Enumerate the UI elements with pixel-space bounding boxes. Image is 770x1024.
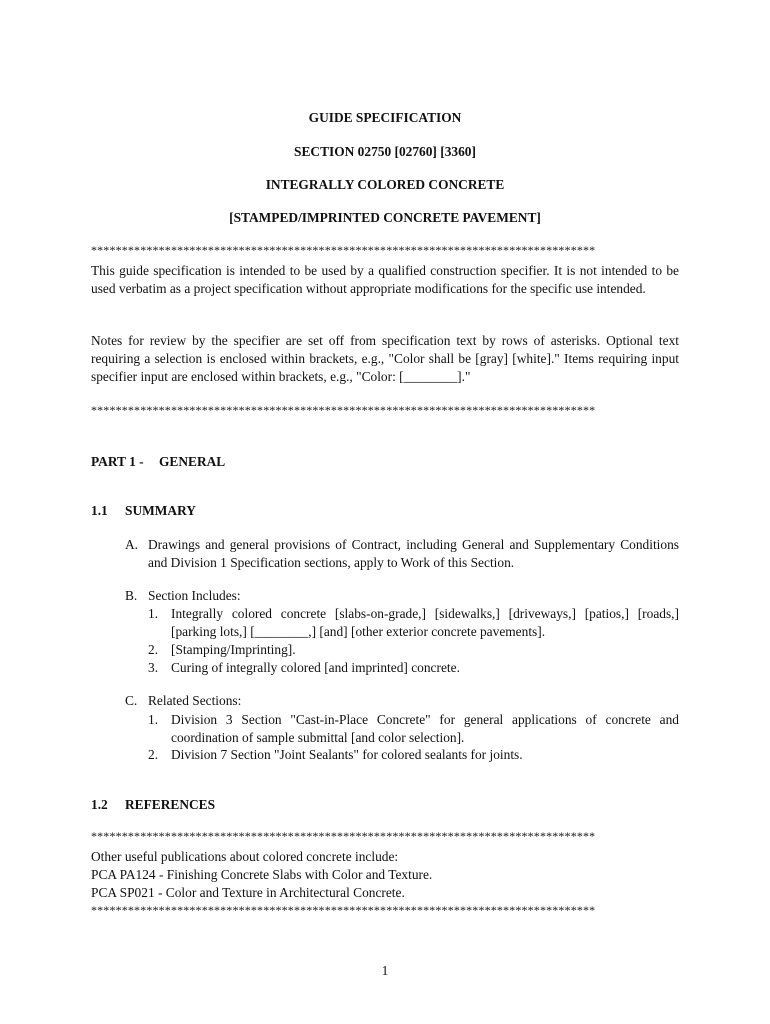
paragraph-text: Related Sections: <box>148 693 242 708</box>
subparagraph-text: [Stamping/Imprinting]. <box>171 642 296 657</box>
paragraph-label: A. <box>125 537 139 552</box>
section-number: SECTION 02750 [02760] [3360] <box>294 144 476 159</box>
reference-note-line: PCA PA124 - Finishing Concrete Slabs with Color and Texture. <box>91 867 433 882</box>
doc-title: GUIDE SPECIFICATION <box>308 110 462 125</box>
asterisk-divider: ********************************************************************************** <box>91 243 596 257</box>
notes-paragraph: Notes for review by the specifier are set off from specification text by rows of asterisks. Optional text requiring a selection is enclosed within brackets, e.g., "Color shall be [gray] [white]." Items requiring input specifier input are enclosed within brackets, e.g., "Color: [________]." <box>91 333 679 384</box>
subparagraph-number: 1. <box>148 606 159 621</box>
subparagraph-number: 3. <box>148 660 159 675</box>
subparagraph-text: Integrally colored concrete [slabs-on-grade,] [sidewalks,] [driveways,] [patios,] [roads,] [parking lots,] [________,] [and] [other exterior concrete pavements]. <box>171 606 679 639</box>
subparagraph-text: Division 3 Section "Cast-in-Place Concrete" for general applications of concrete and coordination of sample submittal [and color selection]. <box>171 712 679 745</box>
section-subtitle: [STAMPED/IMPRINTED CONCRETE PAVEMENT] <box>229 210 541 225</box>
intro-paragraph: This guide specification is intended to be used by a qualified construction specifier. It is not intended to be used verbatim as a project specification without appropriate modifications for the specific use intended. <box>91 263 679 296</box>
reference-note-line: PCA SP021 - Color and Texture in Architectural Concrete. <box>91 885 405 900</box>
reference-note-line: Other useful publications about colored concrete include: <box>91 849 399 864</box>
article-number: 1.2 <box>91 797 108 812</box>
asterisk-divider: ********************************************************************************** <box>91 403 596 417</box>
part-title: GENERAL <box>159 454 226 469</box>
asterisk-divider: ********************************************************************************** <box>91 903 596 917</box>
article-title: REFERENCES <box>125 797 216 812</box>
section-title: INTEGRALLY COLORED CONCRETE <box>265 177 505 192</box>
paragraph-label: B. <box>125 588 138 603</box>
page-number: 1 <box>381 963 389 978</box>
article-number: 1.1 <box>91 503 108 518</box>
paragraph-label: C. <box>125 693 138 708</box>
subparagraph-number: 2. <box>148 747 159 762</box>
paragraph-text: Section Includes: <box>148 588 241 603</box>
subparagraph-text: Division 7 Section "Joint Sealants" for colored sealants for joints. <box>171 747 523 762</box>
paragraph-text: Drawings and general provisions of Contract, including General and Supplementary Conditions and Division 1 Specification sections, apply to Work of this Section. <box>148 537 679 570</box>
subparagraph-number: 1. <box>148 712 159 727</box>
part-label: PART 1 - <box>91 454 144 469</box>
subparagraph-text: Curing of integrally colored [and imprinted] concrete. <box>171 660 460 675</box>
asterisk-divider: ********************************************************************************** <box>91 829 596 843</box>
subparagraph-number: 2. <box>148 642 159 657</box>
article-title: SUMMARY <box>125 503 196 518</box>
